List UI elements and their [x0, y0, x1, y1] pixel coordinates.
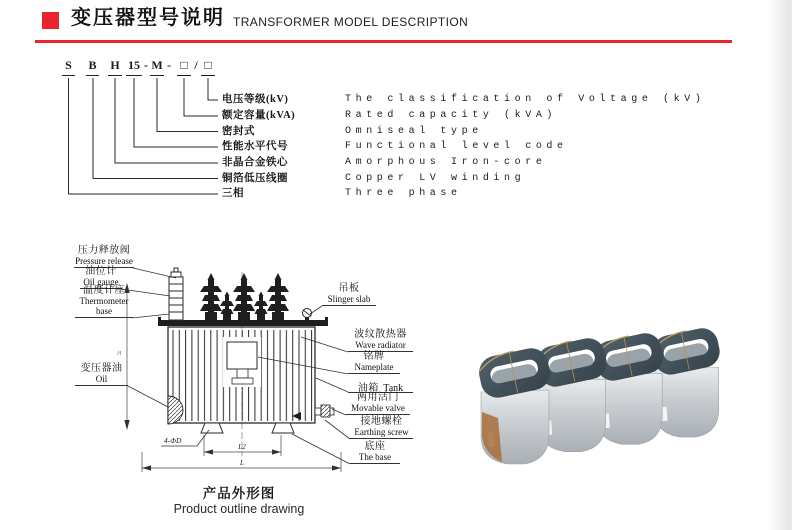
code-dash: -: [144, 58, 148, 72]
label-movable-valve: 两用活门 Movable valve: [346, 392, 410, 415]
code-segment-m: M: [150, 58, 164, 76]
legend-cn-threephase: 三相: [222, 188, 244, 199]
label-oil: 变压器油 Oil: [75, 363, 128, 386]
legend-cn-voltage: 电压等级(kV): [222, 94, 289, 105]
label-oil-gauge: 油位计 Oil gauge: [80, 266, 122, 289]
dimension-l2-label: L2: [238, 443, 246, 451]
dimension-l-label: L: [240, 459, 244, 467]
legend-cn-level: 性能水平代号: [222, 141, 288, 152]
tank-body: [168, 327, 315, 424]
hv-bushings: [200, 273, 289, 320]
code-segment-b: B: [86, 58, 99, 76]
page-edge-shading: [768, 0, 792, 530]
label-wave-radiator: 波纹散热器 Wave radiator: [348, 329, 413, 352]
label-slinger-slab: 吊板 Slinger slab: [322, 283, 376, 306]
legend-en-capacity: Rated capacity (kVA): [345, 110, 558, 121]
page-title-english: TRANSFORMER MODEL DESCRIPTION: [233, 15, 469, 29]
dimension-foot-span: [204, 435, 281, 456]
legend-en-voltage: The classification of Voltage (kV): [345, 94, 706, 105]
label-thermometer-base: 温度计座 Thermometer base: [75, 285, 133, 318]
legend-en-amorphous: Amorphous Iron-core: [345, 157, 547, 168]
dimension-h-label: H: [117, 351, 122, 357]
legend-connector-lines: [69, 78, 219, 194]
dimension-overall-width: [142, 452, 341, 472]
oil-gauge-column: [169, 268, 183, 320]
code-placeholder-box: □: [201, 58, 215, 76]
caption-english: Product outline drawing: [173, 502, 305, 516]
slinger-slab-lug: [303, 309, 312, 322]
legend-cn-capacity: 额定容量(kVA): [222, 110, 296, 121]
label-nameplate: 铭牌 Nameplate: [348, 351, 400, 374]
legend-en-copper: Copper LV winding: [345, 172, 526, 184]
label-the-base: 底座 The base: [350, 441, 400, 464]
page-title: 变压器型号说明: [71, 7, 225, 29]
nameplate-plate: [227, 342, 257, 369]
code-segment-s: S: [62, 58, 75, 76]
legend-en-threephase: Three phase: [345, 188, 462, 199]
caption-chinese: 产品外形图: [202, 486, 276, 501]
amorphous-core-photo: [476, 326, 736, 466]
base-feet: [201, 423, 294, 433]
legend-cn-sealed: 密封式: [222, 125, 255, 137]
legend-cn-amorphous: 非晶合金铁心: [222, 157, 288, 168]
legend-cn-copper: 铜箔低压线圈: [222, 172, 288, 184]
dimension-bolt-label: 4-ΦD: [164, 436, 182, 445]
code-dash: -: [167, 58, 171, 72]
code-segment-h: H: [108, 58, 122, 76]
label-pressure-release: 压力释放阀 Pressure release: [75, 245, 133, 266]
code-placeholder-box: □: [177, 58, 191, 76]
code-segment-15: 15: [126, 58, 142, 76]
legend-en-level: Functional level code: [345, 141, 568, 152]
legend-en-sealed: Omniseal type: [345, 125, 483, 137]
code-slash: /: [194, 58, 198, 72]
drawing-caption: [153, 486, 325, 517]
label-tank: 油箱 Tank: [348, 378, 413, 393]
label-earthing-screw: 接地螺栓 Earthing screw: [350, 416, 413, 439]
